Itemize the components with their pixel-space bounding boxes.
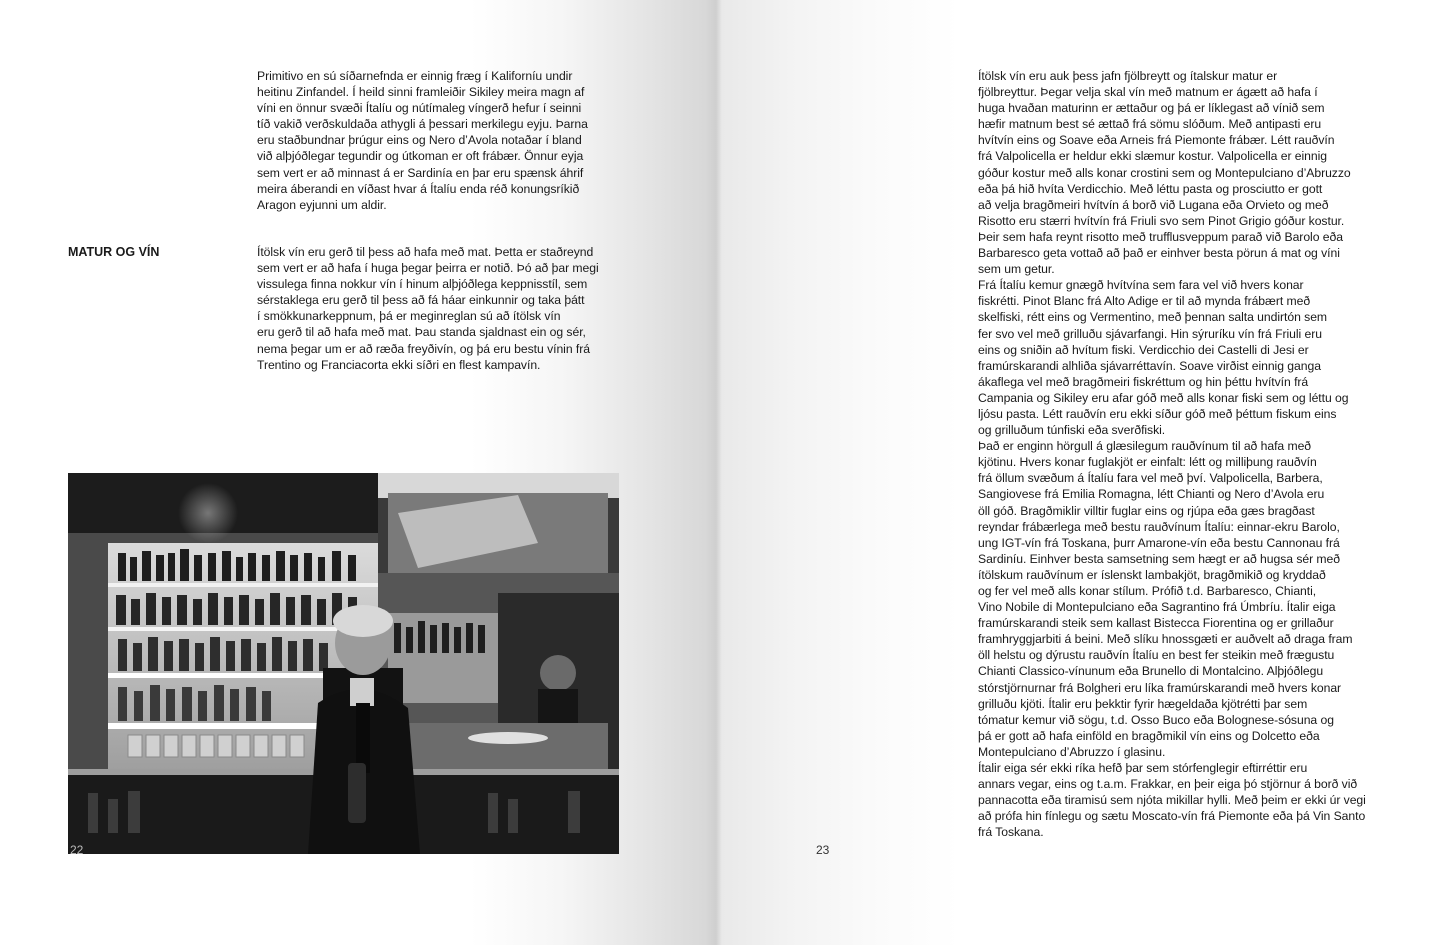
text-line: Frá Ítalíu kemur gnægð hvítvína sem fara vel við hvers konar [978, 278, 1304, 293]
page-number-right: 23 [816, 843, 830, 857]
text-line: eru staðbundnar þrúgur eins og Nero d’Avola notaðar í bland [257, 133, 582, 148]
text-line: frá Toskana. [978, 825, 1044, 840]
text-line: framhryggjarbiti á beini. Með slíku hnossgæti er auðvelt að draga fram [978, 632, 1353, 647]
text-line: Þeir sem hafa reynt risotto með trufflusveppum parað við Barolo eða [978, 229, 1343, 244]
text-line: grilluðu kjöti. Ítalir eru þekktir fyrir hægeldaða kjötrétti þar sem [978, 696, 1308, 711]
text-line: og grilluðum túnfiski eða sverðfiski. [978, 423, 1166, 438]
text-line: hæfir matnum best sé ættað frá sömu slóðum. Með antipasti eru [978, 117, 1322, 132]
text-line: tómatur kemur við sögu, t.d. Osso Buco eða Bolognese-sósuna og [978, 712, 1334, 727]
continued-paragraph [257, 68, 627, 213]
text-line: framúrskarandi alhliða sjávarréttavín. Soave virðist einnig ganga [978, 358, 1321, 373]
text-line: sérstaklega eru gerð til þess að fá háar einkunnir og taka þátt [257, 293, 585, 308]
text-line: Ítalir eiga sér ekki ríka hefð þar sem stórfenglegir eftirréttir eru [978, 761, 1308, 776]
text-line: sem vert er að minnast á er Sardinía en þar eru spænsk áhrif [257, 165, 584, 180]
text-line: öll góð. Bragðmiklir villtir fuglar eins og rjúpa eða gæs bragðast [978, 503, 1315, 518]
text-line: eins og sniðin að hvítum fiski. Verdicchio dei Castelli di Jesi er [978, 342, 1309, 357]
text-line: vissulega finna nokkur vín í hinum alþjóðlega keppnisstíl, sem [257, 277, 588, 292]
text-line: reyndar frábærlega með bestu rauðvínum Ítalíu: einnar-ekru Barolo, [978, 519, 1340, 534]
text-line: tíð vakið verðskuldaða athygli á þessari merkilegu eyju. Þarna [257, 117, 588, 132]
text-line: og fer vel með alls konar stílum. Prófið t.d. Barbaresco, Chianti, [978, 584, 1317, 598]
text-line: Primitivo en sú síðarnefnda er einnig fræg í Kaliforníu undir [257, 69, 573, 83]
text-line: Sangiovese frá Emilia Romagna, létt Chianti og Nero d’Avola eru [978, 487, 1325, 502]
text-line: ákaflega vel með bragðmeiri fiskréttum og hin þéttu hvítvín frá [978, 374, 1309, 389]
text-line: að prófa hin fínlegu og sætu Moscato-vín frá Piemonte eða þá Vin Santo [978, 809, 1366, 824]
page-number-left: 22 [70, 843, 84, 857]
text-line: víni en önnur svæði Ítalíu og nútímaleg víngerð hefur í seinni [257, 101, 582, 116]
text-line: Aragon eyjunni um aldir. [257, 197, 387, 212]
text-line: Ítölsk vín eru gerð til þess að hafa með mat. Þetta er staðreynd [257, 245, 594, 259]
text-line: skelfiski, rétt eins og Vermentino, með þennan salta undirtón sem [978, 310, 1328, 325]
text-line: fiskrétti. Pinot Blanc frá Alto Adige er til að mynda frábært með [978, 294, 1311, 309]
text-line: meira áberandi en víðast hvar á Ítalíu enda réð konungsríkið [257, 181, 580, 196]
text-line: nema þegar um er að ræða freyðivín, og þá eru bestu vínin frá [257, 341, 590, 356]
text-line: þá er gott að hafa einföld en bragðmikil vín eins og Dolcetto eða [978, 728, 1320, 743]
paragraph-fish [958, 277, 1370, 438]
text-line: pannacotta eða tiramisú sem njóta mikillar hylli. Með þeim er ekki úr vegi [978, 793, 1366, 808]
text-line: Sardiníu. Einhver besta samsetning sem hægt er að hugsa sér með [978, 551, 1340, 566]
text-line: við alþjóðlegar tegundir og útkoman er oft frábær. Önnur eyja [257, 149, 584, 164]
text-line: kjötinu. Hvers konar fuglakjöt er einfalt: létt og milliþung rauðvín [978, 455, 1317, 470]
text-line: sem um getur. [978, 262, 1055, 277]
text-line: Campania og Sikiley eru afar góð með alls konar fiski sem og léttu og [978, 390, 1349, 405]
text-line: hvítvín eins og Soave eða Arneis frá Piemonte frábær. Létt rauðvín [978, 133, 1335, 148]
section-heading: MATUR OG VÍN [68, 245, 160, 259]
text-line: annars vegar, eins og t.a.m. Frakkar, en þeir eiga þó stjörnur á borð við [978, 777, 1358, 792]
text-line: frá Valpolicella er heldur ekki slæmur kostur. Valpolicella er einnig [978, 149, 1328, 164]
bar-photograph [68, 473, 619, 854]
text-line: góður kostur með alls konar crostini sem og Montepulciano d’Abruzzo [978, 165, 1351, 180]
text-line: huga hvaðan maturinn er ættaður og þá er líklegast að vínið sem [978, 101, 1325, 116]
paragraph-antipasti [958, 68, 1370, 277]
text-line: ljósu pasta. Létt rauðvín eru ekki síður góð með þéttum fiskum eins [978, 406, 1337, 421]
text-line: í smökkunarkeppnum, þá er meginreglan sú að ítölsk vín [257, 309, 561, 324]
text-line: Trentino og Franciacorta ekki síðri en flest kampavín. [257, 357, 541, 372]
text-line: ung IGT-vín frá Toskana, þurr Amarone-vín eða bestu Cannonau frá [978, 535, 1340, 550]
text-line: Ítölsk vín eru auk þess jafn fjölbreytt og ítalskur matur er [978, 69, 1278, 83]
text-line: framúrskarandi steik sem kallast Bistecca Fiorentina og er grillaður [978, 616, 1334, 631]
text-line: eða þá hið hvíta Verdicchio. Með léttu pasta og prosciutto er gott [978, 181, 1323, 196]
text-line: fjölbreyttur. Þegar velja skal vín með matnum er ágætt að hafa í [978, 85, 1318, 100]
section-paragraph [257, 244, 627, 373]
text-line: Chianti Classico-vínunum eða Brunello di Montalcino. Alþjóðlegu [978, 664, 1324, 679]
paragraph-meat [958, 438, 1370, 760]
text-line: frá öllum svæðum á Ítalíu fara vel með því. Valpolicella, Barbera, [978, 471, 1323, 486]
text-line: Það er enginn hörgull á glæsilegum rauðvínum til að hafa með [978, 439, 1312, 454]
text-line: að velja bragðmeiri hvítvín á borð við Lugana eða Orvieto og með [978, 197, 1329, 212]
text-line: Montepulciano d’Abruzzo í glasinu. [978, 744, 1166, 759]
text-line: Barbaresco geta vottað að það er einhver besta pörun á mat og víni [978, 246, 1340, 261]
text-line: öll helstu og dýrustu rauðvín Ítalíu en best fer steikin með frægustu [978, 648, 1335, 663]
text-line: Risotto eru stærri hvítvín frá Friuli svo sem Pinot Grigio góður kostur. [978, 213, 1345, 228]
text-line: sem vert er að hafa í huga þegar þeirra er notið. Þó að þar megi [257, 261, 599, 276]
text-line: heitinu Zinfandel. Í heild sinni framleiðir Sikiley meira magn af [257, 85, 585, 100]
right-column-text [958, 68, 1370, 841]
text-line: eru gerð til að hafa með mat. Þau standa sjaldnast ein og sér, [257, 325, 586, 340]
paragraph-desserts [958, 760, 1370, 840]
text-line: stórstjörnurnar frá Bolgheri eru líka framúrskarandi með hvers konar [978, 680, 1342, 695]
text-line: Vino Nobile di Montepulciano eða Sagrantino frá Úmbríu. Ítalir eiga [978, 600, 1336, 615]
text-line: ítölskum rauðvínum er íslenskt lambakjöt, bragðmikið og kryddað [978, 567, 1326, 582]
text-line: fer svo vel með grilluðu sjávarfangi. Hin sýruríku vín frá Friuli eru [978, 326, 1323, 341]
